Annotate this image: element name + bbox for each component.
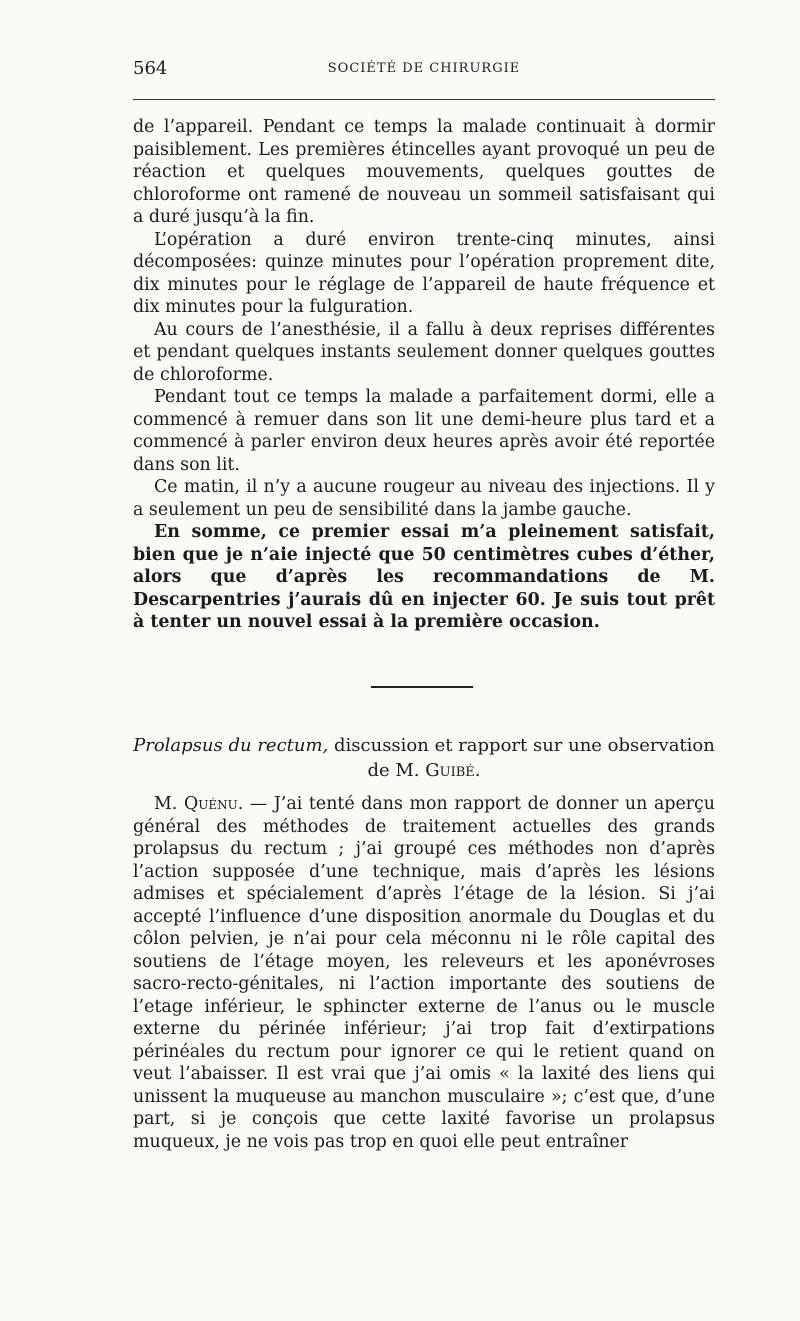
paragraph: Pendant tout ce temps la malade a parfaitement dormi, elle a commencé à remuer dans son lit une demi-heure plus tard et a commencé à parler environ deux heures après avoir été reportée dans son lit. xyxy=(133,387,715,475)
paragraph: L’opération a duré environ trente-cinq minutes, ainsi décomposées: quinze minutes pour l’opération proprement dite, dix minutes pour le réglage de l’appareil de haute fréquence et dix minutes pour la fulguration. xyxy=(133,229,715,317)
text-block-anesthesia xyxy=(133,116,715,634)
section-title xyxy=(133,733,715,783)
page-number: 564 xyxy=(133,58,168,79)
section-title-line-2 xyxy=(133,758,715,783)
running-title: SOCIÉTÉ DE CHIRURGIE xyxy=(327,61,521,76)
paragraph: Au cours de l’anesthésie, il a fallu à deux reprises différentes et pendant quelques instants seulement donner quelques gouttes de chloroforme. xyxy=(133,319,715,385)
section-title-prefix: de M. xyxy=(367,760,426,781)
section-title-rest: discussion et rapport sur une observation xyxy=(328,735,715,756)
paragraph: Ce matin, il n’y a aucune rougeur au niveau des injections. Il y a seulement un peu de sensibilité dans la jambe gauche. xyxy=(133,477,715,520)
speaker-text: . — J’ai tenté dans mon rapport de donner un aperçu général des méthodes de traitement actuelles des grands prolapsus du rectum ; j’ai groupé ces méthodes non d’après l’action supposée d’une technique, mais d’après les lésions admises et spécialement d’après l’étage de la lésion. Si j’ai accepté l’influence d’une disposition anormale du Douglas et du côlon pelvien, je n’ai pour cela méconnu ni le rôle capital des soutiens de l’étage moyen, les releveurs et les aponévroses sacro-recto-génitales, ni l’action importante des soutiens de l’etage inférieur, le sphincter externe de l’anus ou le muscle externe du périnée inférieur; j’ai trop fait d’extirpations périnéales du rectum pour ignorer ce qui le retient quand on veut l’abaisser. Il est vrai que j’ai omis « la laxité des liens qui unissent la muqueuse au manchon musculaire »; c’est que, d’une part, si je conçois que cette laxité favorise un prolapsus muqueux, je ne vois pas trop en quoi elle peut entraîner xyxy=(133,794,715,1152)
paragraph xyxy=(133,793,715,1153)
page-header xyxy=(133,58,715,88)
section-author: Guibé xyxy=(425,760,475,781)
header-rule xyxy=(133,99,715,100)
speaker-name: Quénu xyxy=(183,794,238,814)
speaker-prefix: M. xyxy=(154,794,184,814)
section-separator xyxy=(371,686,473,688)
section-title-suffix: . xyxy=(474,760,481,781)
paragraph: En somme, ce premier essai m’a pleinement satisfait, bien que je n’aie injecté que 50 centimètres cubes d’éther, alors que d’après les recommandations de M. Descarpentries j’aurais dû en injecter 60. Je suis tout prêt à tenter un nouvel essai à la première occasion. xyxy=(133,522,715,632)
section-title-italic: Prolapsus du rectum, xyxy=(133,735,329,756)
paragraph: de l’appareil. Pendant ce temps la malade continuait à dormir paisiblement. Les premières étincelles ayant provoqué un peu de réaction et quelques mouvements, quelques gouttes de chloroforme ont ramené de nouveau un sommeil satisfaisant qui a duré jusqu’à la fin. xyxy=(133,117,715,227)
section-title-line-1 xyxy=(133,733,715,758)
text-block-discussion xyxy=(133,793,715,1153)
